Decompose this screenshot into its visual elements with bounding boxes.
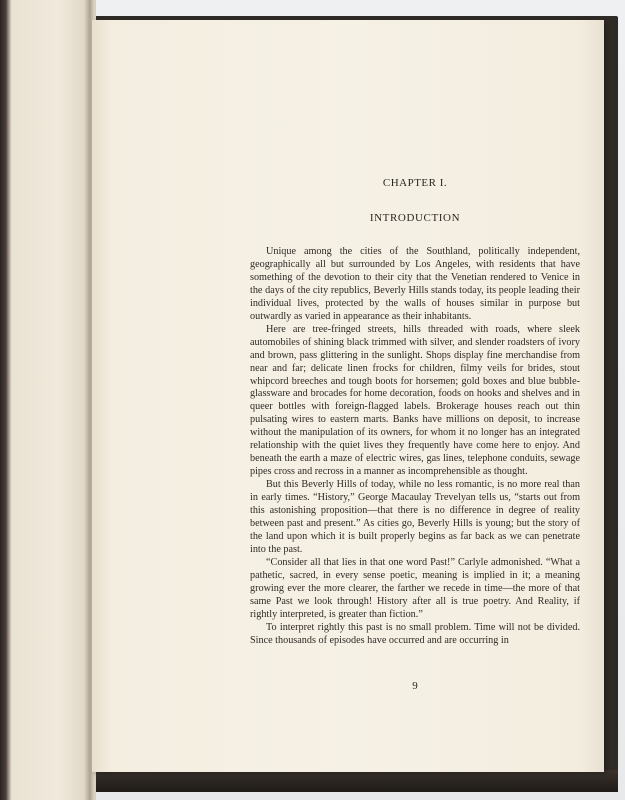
page-number: 9 (412, 680, 418, 692)
book-page (92, 20, 604, 772)
paragraph-2: Here are tree-fringed streets, hills threaded with roads, where sleek automobiles of shining black trimmed with silver, and slender roadsters of ivory and brown, pass glittering in the sunlight. Shops display fine merchandise from near and far; delicate linen frocks for children, filmy veils for brides, stout whipcord breeches and tough boots for horsemen; gold boxes and blue bubble-glassware and brocades for home decoration, foods on hooks and shelves and in queer bottles with foreign-flagged labels. Brokerage houses reach out thin pulsating wires to eastern marts. Banks have millions on deposit, to increase without the manipulation of its owners, for whom it no longer has an integrated relationship with the quiet lives they frequently have come here to enjoy. And beneath the earth a maze of electric wires, gas lines, telephone conduits, sewage pipes cross and recross in a manner as incomprehensible as thought. (250, 323, 580, 478)
body-text (250, 246, 580, 648)
book-cover-edge (78, 770, 618, 792)
paragraph-4: “Consider all that lies in that one word Past!” Carlyle admonished. “What a pathetic, sacred, in every sense poetic, meaning is implied in it; a meaning growing ever the more clearer, the farther we recede in time—the more of that same Past we look through! History after all is true poetry. And Reality, if rightly interpreted, is greater than fiction.” (250, 556, 580, 620)
chapter-title: INTRODUCTION (369, 212, 461, 224)
paragraph-5: To interpret rightly this past is no small problem. Time will not be divided. Since thousands of episodes have occurred and are occurring in (250, 621, 580, 646)
paragraph-3: But this Beverly Hills of today, while no less romantic, is no more real than in early times. “History,” George Macaulay Trevelyan tells us, “starts out from this astonishing proposition—that there is no difference in degree of reality between past and present.” As cities go, Beverly Hills is young; but the story of the land upon which it is built properly begins as far back as we can penetrate into the past. (250, 479, 580, 555)
paragraph-1: Unique among the cities of the Southland, politically independent, geographically all but surrounded by Los Angeles, with residents that have something of the devotion to their city that the Venetian rendered to Venice in the days of the city republics, Beverly Hills stands today, its people leading their individual lives, protected by the walls of houses similar in purpose but outwardly as varied in appearance as their inhabitants. (250, 246, 580, 322)
chapter-heading: CHAPTER I. (382, 177, 448, 189)
facing-page-edge (0, 0, 96, 800)
